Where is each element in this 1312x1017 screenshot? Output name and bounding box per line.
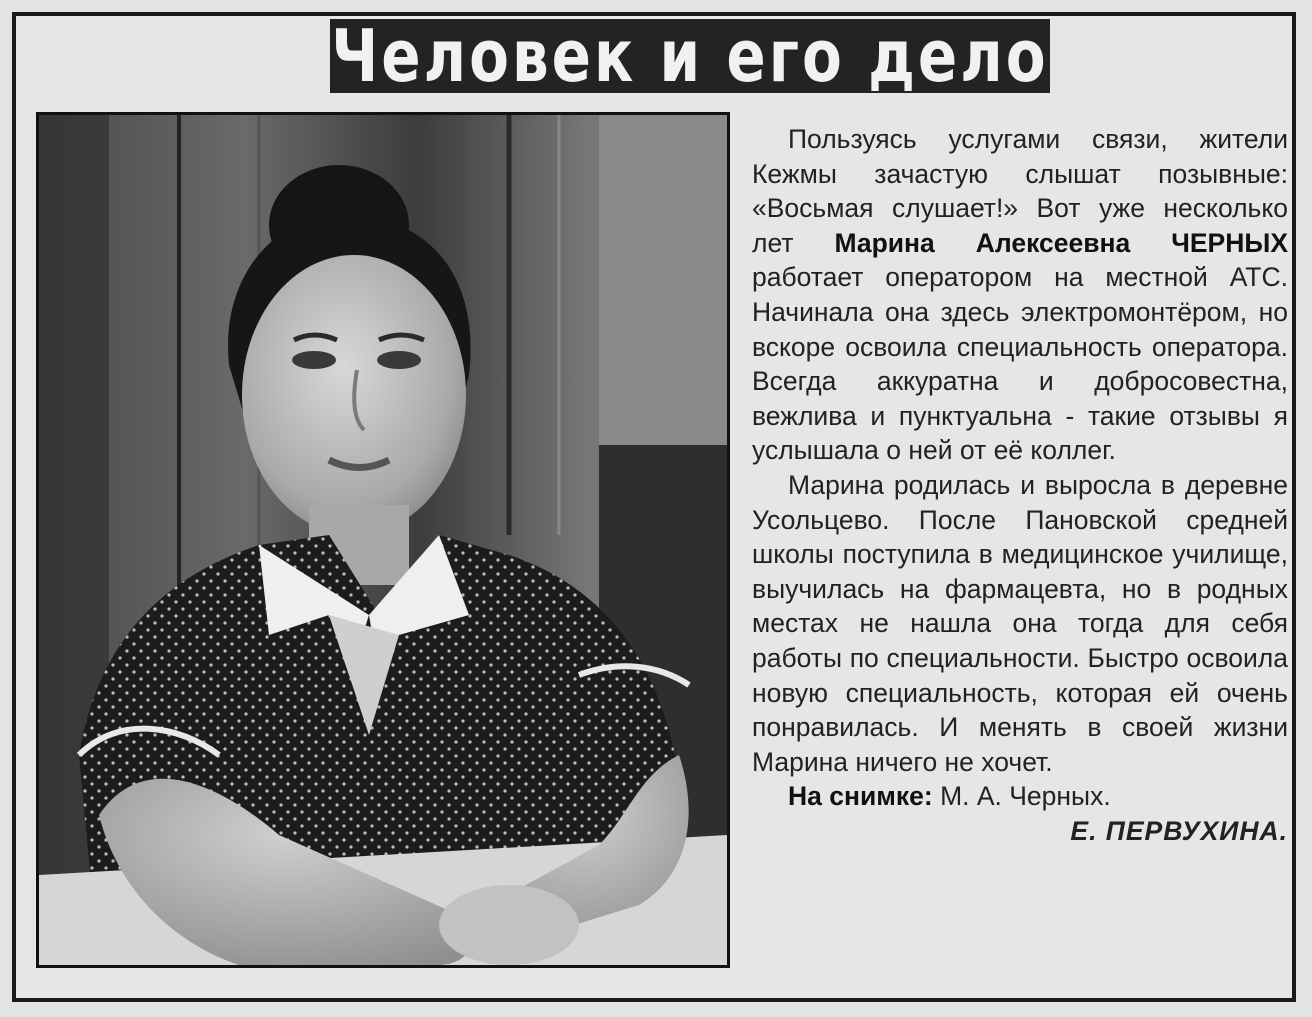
photo-caption: [752, 779, 1288, 814]
caption-text: М. А. Черных.: [932, 781, 1111, 812]
portrait-photo-illustration: [39, 115, 727, 965]
article-body: [752, 122, 1288, 848]
caption-label: На снимке:: [788, 781, 933, 812]
portrait-photo: [36, 112, 730, 968]
paragraph-2-text: Марина родилась и выросла в деревне Усольцево. После Пановской средней школы поступила в медицинское училище, выучилась на фармацевта, но в родных местах не нашла она тогда для себя работы по специальности. Быстро освоила новую специальность, которая ей очень понравилась. И менять в своей жизни Марина ничего не хочет.: [752, 469, 1288, 777]
article-paragraph-1: [752, 122, 1288, 468]
article-paragraph-2: [752, 468, 1288, 779]
person-name: Марина Алексеевна ЧЕРНЫХ: [834, 227, 1288, 258]
author-signature: Е. ПЕРВУХИНА.: [1070, 815, 1288, 846]
rubric-title: Человек и его дело: [331, 13, 1049, 99]
rubric-header: [330, 13, 1050, 99]
paragraph-1-text-2: работает оператором на местной АТС. Начинала она здесь электромонтёром, но вскоре освоила специальность оператора. Всегда аккуратна и добросовестна, вежлива и пунктуальна - такие отзывы я услышала о ней от её коллег.: [752, 262, 1288, 466]
paragraph-1-text-1: Пользуясь услугами связи, жители Кежмы зачастую слышат позывные: «Восьмая слушает!» Вот уже несколько лет: [752, 124, 1288, 258]
